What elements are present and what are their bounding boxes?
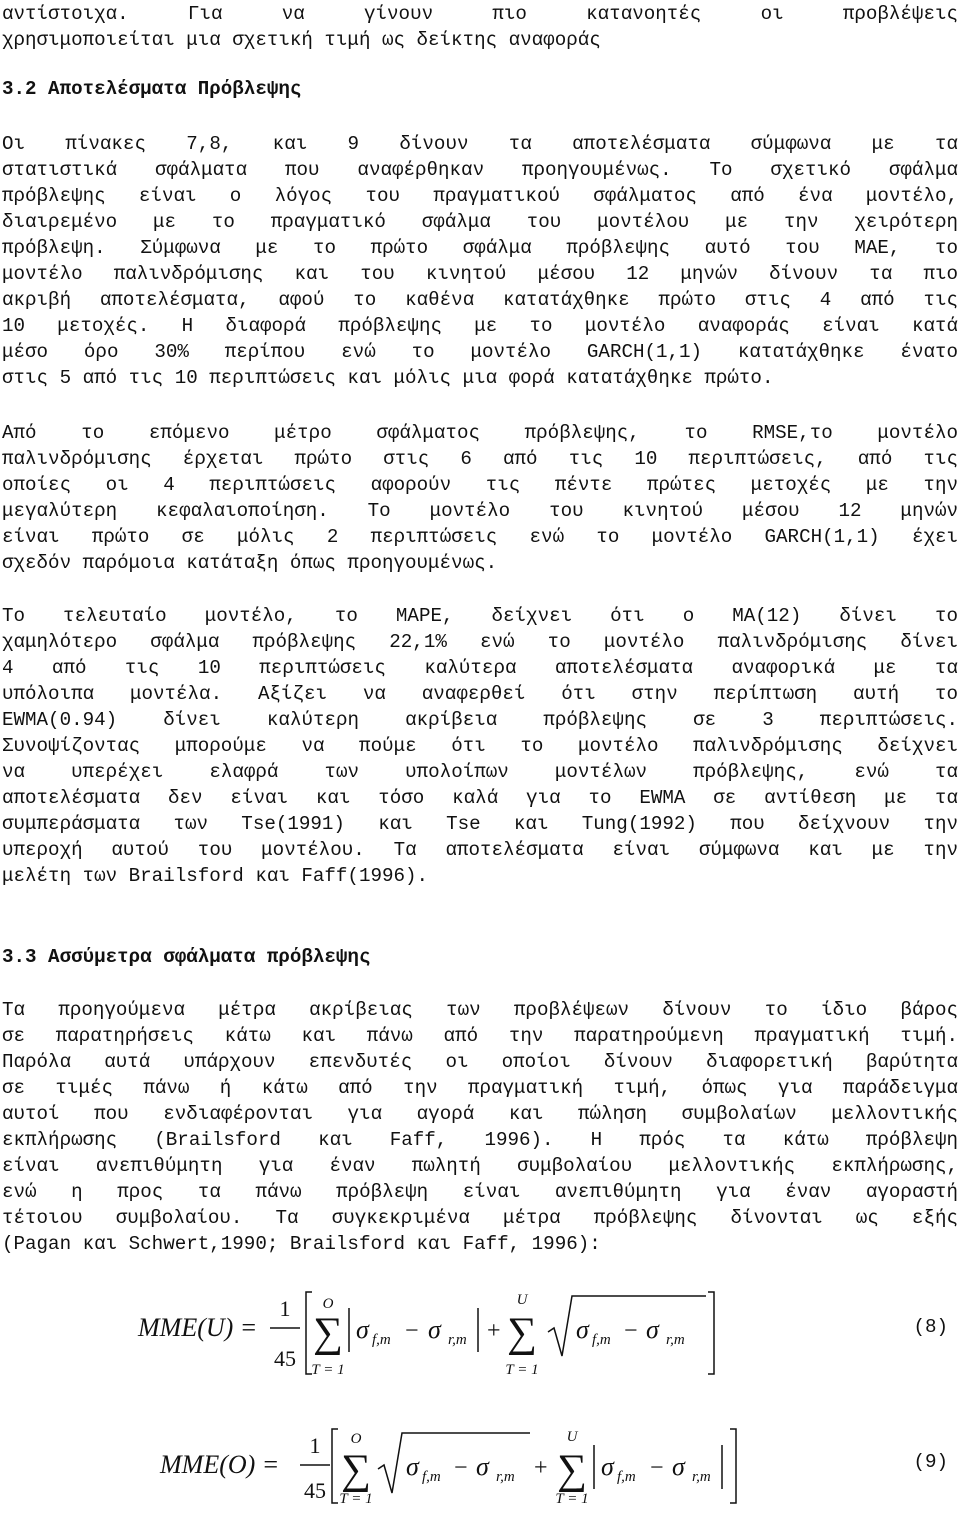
text-line: χρησιμοποιείται μια σχετική τιμή ως δείκτης αναφοράς — [2, 29, 601, 51]
text-line: Οι πίνακες 7,8, και 9 δίνουν τα αποτελέσματα σύμφωνα με τα — [2, 133, 958, 155]
text-line: μοντέλο παλινδρόμισης και του κινητού μέσου 12 μηνών δίνουν τα πιο — [2, 263, 958, 285]
text-line: πρόβλεψης είναι ο λόγος του πραγματικού σφάλματος από ένα μοντέλο, — [2, 185, 958, 207]
sum-lower-limit: T = 1 — [339, 1491, 373, 1505]
sum-upper-limit: U — [566, 1429, 578, 1445]
text-line: πρόβλεψη. Σύμφωνα με το πρώτο σφάλμα πρόβλεψης αυτό του MAE, το — [2, 237, 958, 259]
equation-number: (8) — [913, 1316, 948, 1338]
text-line: ακριβή αποτελέσματα, αφού το καθένα κατατάχθηκε πρώτο στις 4 από τις — [2, 289, 958, 311]
subscript-r: r,m — [448, 1332, 467, 1348]
equation-8 — [0, 1272, 960, 1392]
text-line: χαμηλότερο σφάλμα πρόβλεψης 22,1% ενώ το μοντέλο παλινδρόμισης δίνει — [2, 631, 958, 653]
text-line: συμπεράσματα των Tse(1991) και Tse και Tung(1992) που δείχνουν την — [2, 813, 958, 835]
text-line: Το τελευταίο μοντέλο, το MAPE, δείχνει ότι ο MA(12) δίνει το — [2, 605, 958, 627]
text-line: υπεροχή αυτού του μοντέλου. Τα αποτελέσματα είναι σύμφωνα και με την — [2, 839, 958, 861]
summation-symbol: ∑ — [557, 1447, 587, 1493]
text-line: μέσο όρο 30% περίπου ενώ το μοντέλο GARCH(1,1) κατατάχθηκε ένατο — [2, 341, 958, 363]
text-line: σε τιμές πάνω ή κάτω από την πραγματική τιμή, όπως για παράδειγμα — [2, 1077, 958, 1099]
fraction-numerator: 1 — [279, 1296, 291, 1321]
text-line: παλινδρόμισης έρχεται πρώτο στις 6 από τις 10 περιπτώσεις, από τις — [2, 448, 958, 470]
text-line: εκπλήρωσης (Brailsford και Faff, 1996). Η πρός τα κάτω πρόβλεψη — [2, 1129, 958, 1151]
text-line: αποτελέσματα δεν είναι και τόσο καλά για το EWMA σε αντίθεση με τα — [2, 787, 958, 809]
text-line: Παρόλα αυτά υπάρχουν επενδυτές οι οποίοι δίνουν διαφορετική βαρύτητα — [2, 1051, 958, 1073]
subscript-f: f,m — [422, 1469, 441, 1485]
text-line: σε παρατηρήσεις κάτω και πάνω από την παρατηρούμενη πραγματική τιμή. — [2, 1025, 958, 1047]
sum-upper-limit: U — [516, 1292, 528, 1308]
fraction-denominator: 45 — [274, 1346, 296, 1371]
text-line: υπόλοιπα μοντέλα. Αξίζει να αναφερθεί ότι στην περίπτωση αυτή το — [2, 683, 958, 705]
sum-upper-limit: O — [322, 1296, 334, 1312]
section-heading: 3.2 Αποτελέσματα Πρόβλεψης — [2, 78, 302, 100]
equation-9 — [0, 1395, 960, 1515]
text-line: αυτοί που ενδιαφέρονται για αγορά και πώληση συμβολαίων μελλοντικής — [2, 1103, 958, 1125]
left-bracket — [332, 1429, 338, 1503]
text-line: είναι πρώτο σε μόλις 2 περιπτώσεις ενώ το μοντέλο GARCH(1,1) έχει — [2, 526, 958, 548]
subscript-r: r,m — [496, 1469, 515, 1485]
text-line: οποίες οι 4 περιπτώσεις αφορούν τις πέντε πρώτες μετοχές με την — [2, 474, 958, 496]
subscript-f: f,m — [617, 1469, 636, 1485]
sigma-symbol: σ — [601, 1452, 614, 1481]
sum-lower-limit: T = 1 — [311, 1362, 345, 1378]
text-line: μελέτη των Brailsford και Faff(1996). — [2, 865, 429, 887]
subscript-r: r,m — [692, 1469, 711, 1485]
equation-lhs: MME(U) = — [138, 1313, 258, 1342]
minus-sign: − — [405, 1318, 419, 1344]
sigma-symbol: σ — [428, 1315, 441, 1344]
sum-lower-limit: T = 1 — [505, 1362, 539, 1378]
minus-sign: − — [454, 1455, 468, 1481]
subscript-r: r,m — [666, 1332, 685, 1348]
equation-9-formula — [0, 1395, 960, 1505]
subscript-f: f,m — [592, 1332, 611, 1348]
summation-symbol: ∑ — [341, 1447, 371, 1493]
text-line: είναι ανεπιθύμητη για έναν πωλητή συμβολαίου μελλοντικής εκπλήρωσης, — [2, 1155, 958, 1177]
plus-sign: + — [534, 1455, 548, 1481]
text-line: μεγαλύτερη κεφαλαιοποίηση. Το μοντέλο του κινητού μέσου 12 μηνών — [2, 500, 958, 522]
summation-symbol: ∑ — [507, 1310, 537, 1356]
summation-symbol: ∑ — [313, 1310, 343, 1356]
sigma-symbol: σ — [672, 1452, 685, 1481]
sigma-symbol: σ — [646, 1315, 659, 1344]
text-line: 4 από τις 10 περιπτώσεις καλύτερα αποτελέσματα αναφορικά με τα — [2, 657, 958, 679]
text-line: (Pagan και Schwert,1990; Brailsford και Faff, 1996): — [2, 1233, 601, 1255]
text-line: ενώ η προς τα πάνω πρόβλεψη είναι ανεπιθύμητη για έναν αγοραστή — [2, 1181, 958, 1203]
equation-number: (9) — [913, 1451, 948, 1473]
sigma-symbol: σ — [576, 1315, 589, 1344]
fraction-denominator: 45 — [304, 1478, 326, 1503]
text-line: διαιρεμένο με το πραγματικό σφάλμα του μοντέλου με την χειρότερη — [2, 211, 958, 233]
minus-sign: − — [650, 1455, 664, 1481]
sigma-symbol: σ — [406, 1452, 419, 1481]
text-line: να υπερέχει ελαφρά των υπολοίπων μοντέλων πρόβλεψης, ενώ τα — [2, 761, 958, 783]
section-heading: 3.3 Ασσύμετρα σφάλματα πρόβλεψης — [2, 946, 371, 968]
text-line: τέτοιου συμβολαίου. Τα συγκεκριμένα μέτρα πρόβλεψης δίνονται ως εξής — [2, 1207, 958, 1229]
fraction-numerator: 1 — [309, 1433, 321, 1458]
sigma-symbol: σ — [476, 1452, 489, 1481]
text-line: στις 5 από τις 10 περιπτώσεις και μόλις μια φορά κατατάχθηκε πρώτο. — [2, 367, 774, 389]
equation-8-formula — [0, 1272, 960, 1392]
equation-lhs: MME(O) = — [160, 1450, 280, 1479]
minus-sign: − — [624, 1318, 638, 1344]
text-line: EWMA(0.94) δίνει καλύτερη ακρίβεια πρόβλεψης σε 3 περιπτώσεις. — [2, 709, 958, 731]
sum-upper-limit: O — [350, 1431, 362, 1447]
text-line: σχεδόν παρόμοια κατάταξη όπως προηγουμένως. — [2, 552, 498, 574]
text-line: Τα προηγούμενα μέτρα ακρίβειας των προβλέψεων δίνουν το ίδιο βάρος — [2, 999, 958, 1021]
right-bracket — [708, 1292, 714, 1374]
sum-lower-limit: T = 1 — [555, 1491, 589, 1505]
text-line: Από το επόμενο μέτρο σφάλματος πρόβλεψης, το RMSE,το μοντέλο — [2, 422, 958, 444]
right-bracket — [730, 1429, 736, 1503]
text-line: 10 μετοχές. Η διαφορά πρόβλεψης με το μοντέλο αναφοράς είναι κατά — [2, 315, 958, 337]
text-line: στατιστικά σφάλματα που αναφέρθηκαν προηγουμένως. Το σχετικό σφάλμα — [2, 159, 958, 181]
plus-sign: + — [487, 1318, 501, 1344]
sigma-symbol: σ — [356, 1315, 369, 1344]
text-line: Συνοψίζοντας μπορούμε να πούμε ότι το μοντέλο παλινδρόμισης δείχνει — [2, 735, 958, 757]
subscript-f: f,m — [372, 1332, 391, 1348]
text-line: αντίστοιχα. Για να γίνουν πιο κατανοητές οι προβλέψεις — [2, 3, 958, 25]
